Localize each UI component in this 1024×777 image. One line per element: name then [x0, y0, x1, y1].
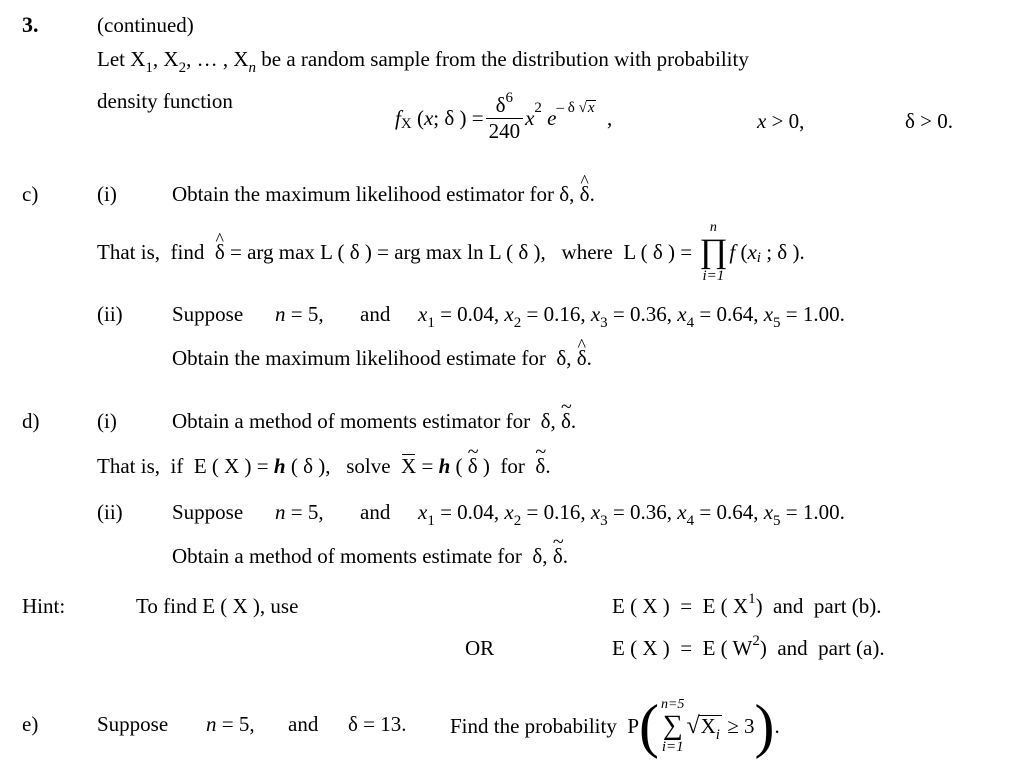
part-e-suppose: Suppose [97, 712, 169, 736]
part-e-n: n = 5, [206, 712, 255, 736]
part-d-ii-values: $x_1 = 0.04$, $x_2 = 0.16$, $x_3 = 0.36$, $x_4 = 0.64$, $x_5 = 1.00$. [418, 500, 845, 529]
part-e-delta: δ = 13. [348, 712, 407, 736]
part-c-ii-suppose: Suppose [172, 302, 244, 326]
question-number: 3. [22, 12, 39, 37]
part-c-ii-values: $x_1 = 0.04$, $x_2 = 0.16$, $x_3 = 0.36$, $x_4 = 0.64$, $x_5 = 1.00$. [418, 302, 845, 331]
sum-operator: n=5 ∑ i=1 [660, 696, 685, 755]
part-c-ii-obtain: Obtain the maximum likelihood estimate for δ, ^ δ. [172, 348, 592, 369]
part-d-ii-label: (ii) [97, 500, 123, 524]
continued-label: (continued) [97, 13, 194, 37]
part-c-label: c) [22, 182, 39, 206]
part-e-label: e) [22, 712, 39, 736]
part-d-label: d) [22, 409, 40, 433]
part-c-ii-label: (ii) [97, 302, 123, 326]
pdf-fraction: $\frac{\delta^6}{240}$ [486, 95, 524, 142]
part-d-i-label: (i) [97, 409, 117, 433]
intro-line-1: Let $X_1$, $X_2$, … , $X_n$ be a random sample from the distribution with probability [97, 47, 749, 76]
condition-x: x > 0, [757, 109, 805, 133]
hint-or: OR [465, 636, 495, 660]
pdf-formula: f X ( x ; δ ) = $\frac{\delta^6}{240}$ x 2 e – δ √x , [395, 89, 613, 143]
product-operator: n ∏ i=1 [699, 219, 728, 284]
part-d-ii-and: and [360, 500, 391, 524]
part-e-probability: Find the probability P ( n=5 ∑ i=1 √ $X_i$ ≥ 3 ) . [450, 693, 780, 759]
condition-delta: δ > 0. [905, 109, 953, 133]
intro-line-2: density function [97, 89, 233, 113]
part-c-i-text: Obtain the maximum likelihood estimator for δ, ^ δ. [172, 184, 595, 205]
part-c-that-is: That is, find ^ δ = arg max L ( δ ) = arg max ln L ( δ ), where L ( δ ) = n ∏ i=1 f ( x i ; δ ). [97, 222, 805, 282]
part-d-ii-obtain: Obtain a method of moments estimate for δ, ~ δ. [172, 546, 568, 567]
part-e-and: and [288, 712, 319, 736]
hint-text: To find E ( X ), use [136, 594, 299, 618]
part-c-i-label: (i) [97, 182, 117, 206]
hint-line-2: E ( X ) = E ( $W^2$) and part (a). [612, 633, 885, 660]
part-d-that-is: That is, if E ( X ) = h ( δ ), solve X = h ( ~ δ ) for ~ δ. [97, 456, 551, 477]
part-c-ii-and: and [360, 302, 391, 326]
part-c-ii-n: n = 5, [275, 302, 324, 326]
hint-line-1: E ( X ) = E ( $X^1$) and part (b). [612, 591, 882, 618]
hint-label: Hint: [22, 594, 66, 618]
part-d-ii-n: n = 5, [275, 500, 324, 524]
part-d-i-text: Obtain a method of moments estimator for δ, ~ δ. [172, 411, 576, 432]
part-d-ii-suppose: Suppose [172, 500, 244, 524]
